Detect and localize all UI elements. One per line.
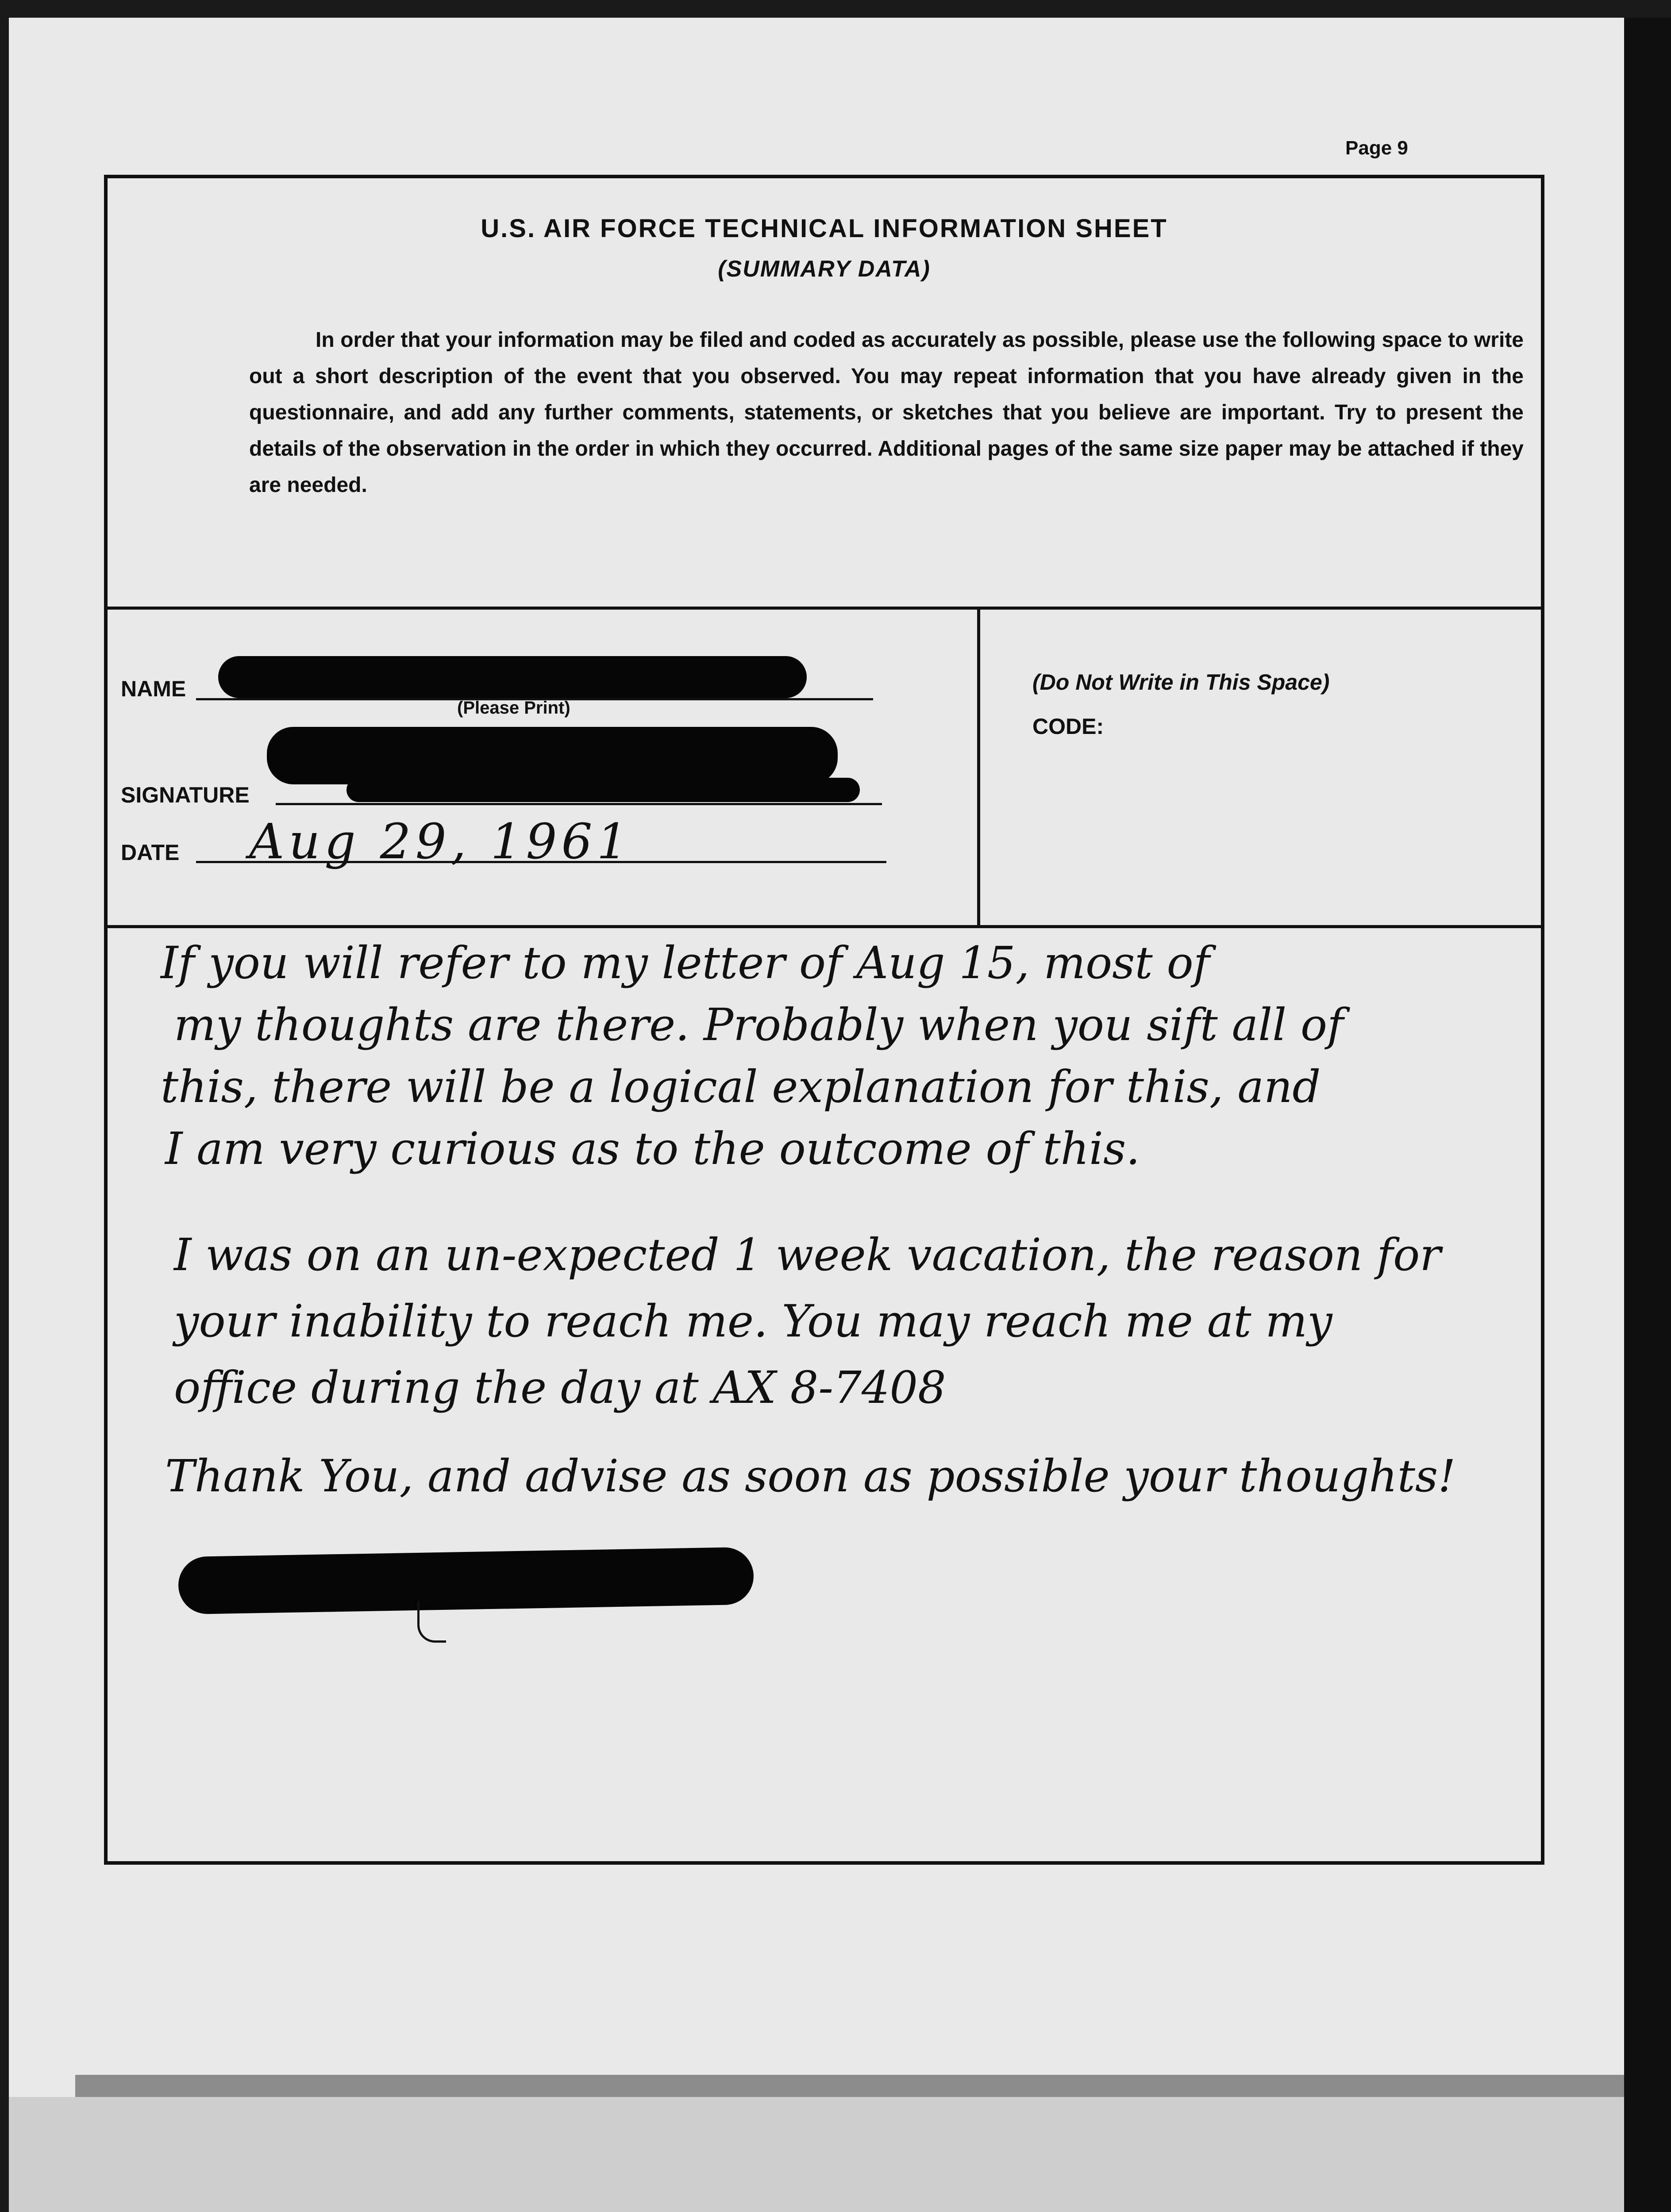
date-value: Aug 29, 1961	[249, 813, 632, 870]
narrative-line: Thank You, and advise as soon as possible your thoughts!	[165, 1450, 1456, 1502]
signature-line	[276, 803, 882, 805]
narrative-line: my thoughts are there. Probably when you sift all of	[174, 999, 1344, 1051]
narrative-line: I was on an un-expected 1 week vacation, the reason for	[174, 1229, 1441, 1281]
signature-stroke	[417, 1601, 446, 1643]
form-instructions: In order that your information may be filed and coded as accurately as possible, please use the following space to write out a short description of the event that you observed. You may repeat information that you have already given in the questionnaire, and add any further comments, statements, or sketches that you believe are important. Try to present the details of the observation in the order in which they occurred. Additional pages of the same size paper may be attached if they are needed.	[249, 328, 1524, 497]
narrative-line: your inability to reach me. You may reach me at my	[174, 1295, 1332, 1347]
section-divider	[977, 610, 980, 925]
name-label: NAME	[121, 676, 186, 701]
underlying-page	[9, 2097, 1624, 2212]
closing-signature-redaction	[178, 1547, 754, 1615]
narrative-line: I am very curious as to the outcome of this.	[165, 1123, 1140, 1175]
code-label: CODE:	[1032, 714, 1104, 739]
signature-redaction-lower	[347, 778, 860, 802]
narrative-line: If you will refer to my letter of Aug 15, most of	[161, 937, 1210, 989]
signature-label: SIGNATURE	[121, 783, 250, 807]
form-header	[108, 178, 1541, 610]
identification-section	[108, 610, 1541, 928]
page-number: Page 9	[1345, 137, 1408, 159]
date-label: DATE	[121, 840, 180, 865]
office-use-note: (Do Not Write in This Space)	[1032, 670, 1330, 695]
signature-redaction-upper	[267, 727, 838, 784]
form-subtitle: (SUMMARY DATA)	[718, 256, 931, 282]
please-print-note: (Please Print)	[457, 698, 570, 718]
information-sheet-form	[104, 175, 1544, 1865]
narrative-line: this, there will be a logical explanation for this, and	[161, 1061, 1321, 1113]
narrative-section	[108, 928, 1541, 1862]
form-title: U.S. AIR FORCE TECHNICAL INFORMATION SHEET	[481, 214, 1168, 243]
name-redaction	[218, 656, 807, 698]
scan-edge	[1624, 18, 1671, 2212]
narrative-line: office during the day at AX 8-7408	[174, 1362, 946, 1413]
